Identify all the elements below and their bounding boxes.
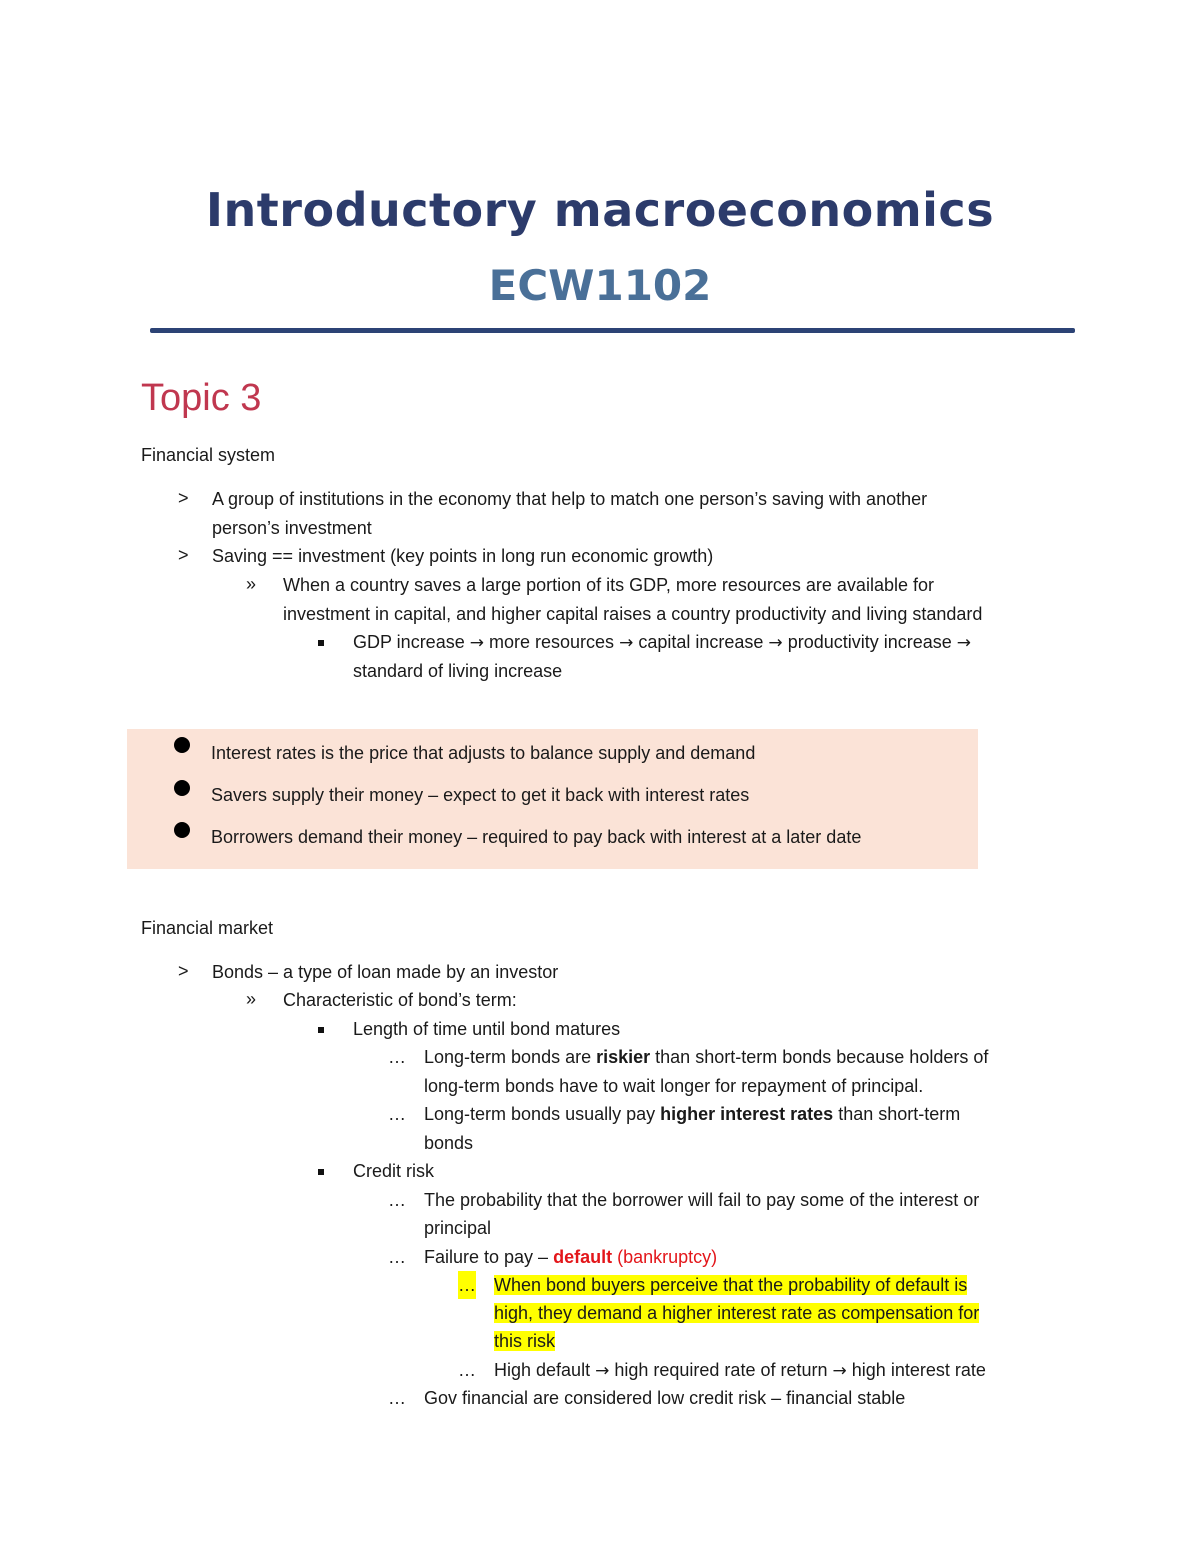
arrow-right-icon: → [595,1361,610,1381]
bullet-dot-icon [174,780,190,796]
level2-marker: » [246,989,257,1009]
bullet-text: Long-term bonds usually pay higher interest rates than short-term [424,1104,961,1124]
arrow-right-icon: → [469,633,484,653]
highlighted-text: this risk [494,1331,556,1351]
ellipsis-marker: … [388,1104,406,1124]
bullet-text: principal [424,1218,492,1238]
ellipsis-marker: … [388,1388,406,1408]
ellipsis-marker: … [388,1247,406,1267]
chain-step: GDP increase [353,632,465,652]
section-heading-financial-market: Financial market [141,918,274,938]
bullet-text: Saving == investment (key points in long run economic growth) [212,546,714,566]
arrow-right-icon: → [956,633,972,653]
highlighted-text: When bond buyers perceive that the probability of default is [494,1275,968,1295]
callout-item: Borrowers demand their money – required to pay back with interest at a later date [211,827,862,847]
chain-step: standard of living increase [353,661,563,681]
square-bullet-icon [318,640,324,646]
chain-step: productivity increase [787,632,952,652]
bullet-text: The probability that the borrower will fail to pay some of the interest or [424,1190,980,1210]
arrow-right-icon: → [832,1361,847,1381]
callout-item: Interest rates is the price that adjusts to balance supply and demand [211,743,756,763]
ellipsis-marker: … [458,1271,476,1299]
arrow-right-icon: → [768,633,783,653]
highlighted-text: high, they demand a higher interest rate as compensation for [494,1303,980,1323]
bullet-text: long-term bonds have to wait longer for repayment of principal. [424,1076,924,1096]
chain-step: more resources [489,632,615,652]
bullet-dot-icon [174,737,190,753]
bullet-text: bonds [424,1133,474,1153]
bullet-text: Failure to pay – default (bankruptcy) [424,1247,718,1267]
bullet-text: Gov financial are considered low credit risk – financial stable [424,1388,906,1408]
section-heading-financial-system: Financial system [141,445,276,465]
course-code: ECW1102 [488,261,712,310]
bullet-text: A group of institutions in the economy that help to match one person’s saving with another [212,489,928,509]
bullet-text: Long-term bonds are riskier than short-term bonds because holders of [424,1047,989,1067]
topic-heading: Topic 3 [141,377,262,419]
bullet-text: Length of time until bond matures [353,1019,621,1039]
bullet-text: Characteristic of bond’s term: [283,990,517,1010]
bullet-text: Credit risk [353,1161,435,1181]
level1-marker: > [178,488,189,508]
arrow-right-icon: → [619,633,634,653]
bullet-text: investment in capital, and higher capital raises a country productivity and living standard [283,604,983,624]
causal-chain: High default → high required rate of return → high interest rate [494,1360,986,1381]
document-title: Introductory macroeconomics [205,183,995,237]
chain-step: capital increase [638,632,764,652]
ellipsis-marker: … [388,1190,406,1210]
ellipsis-marker: … [458,1360,476,1380]
bullet-dot-icon [174,822,190,838]
ellipsis-marker: … [388,1047,406,1067]
square-bullet-icon [318,1169,324,1175]
bullet-text: person’s investment [212,518,372,538]
level2-marker: » [246,574,257,594]
title-divider [150,328,1075,333]
causal-chain [353,628,971,657]
level1-marker: > [178,545,189,565]
callout-item: Savers supply their money – expect to get it back with interest rates [211,785,750,805]
bullet-text: When a country saves a large portion of its GDP, more resources are available for [283,575,934,595]
bullet-text: Bonds – a type of loan made by an investor [212,962,559,982]
level1-marker: > [178,961,189,981]
callout-box [127,729,978,869]
square-bullet-icon [318,1027,324,1033]
